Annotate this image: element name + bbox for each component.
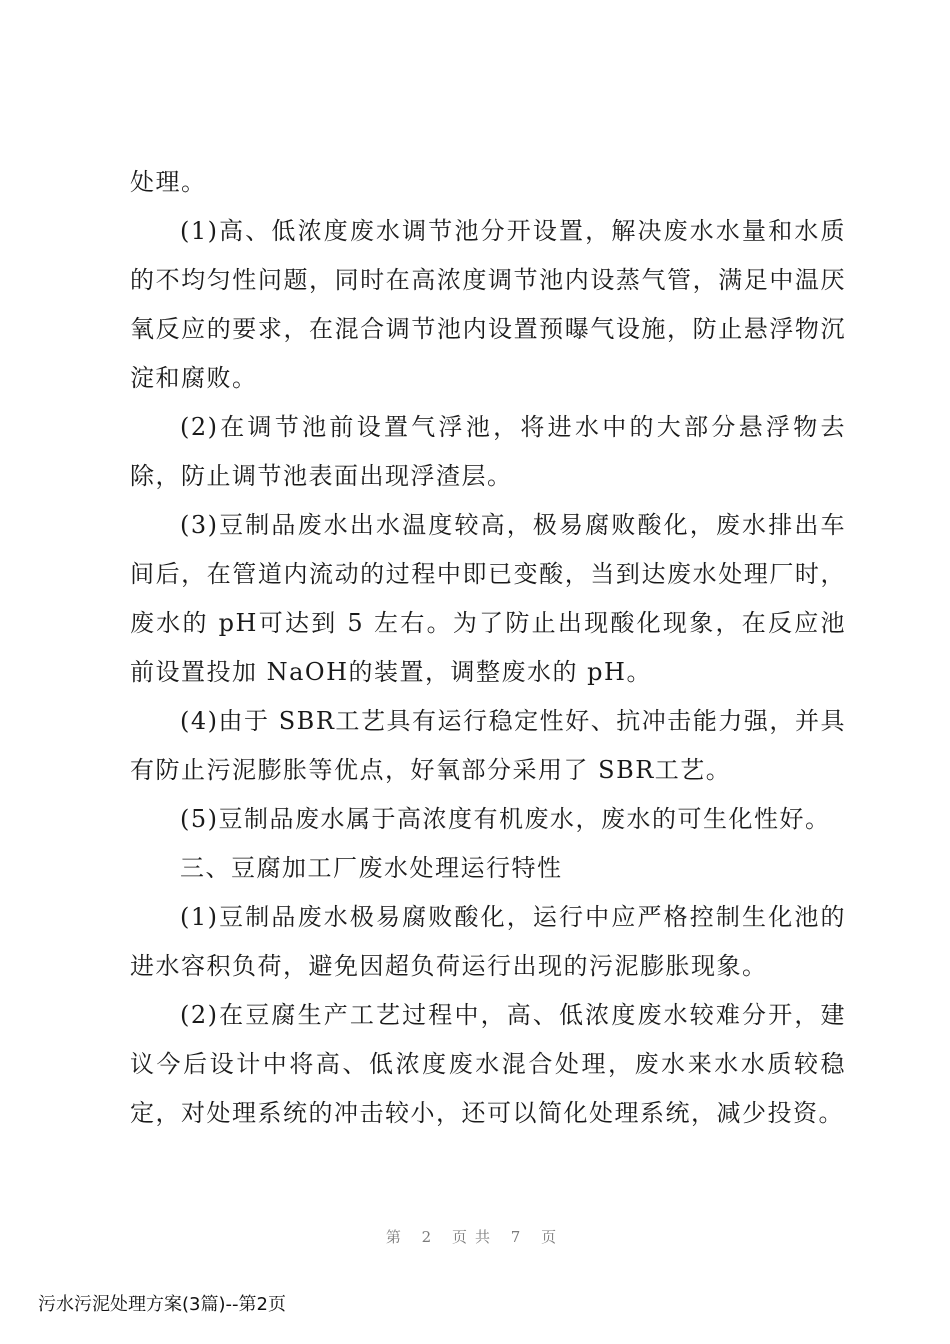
paragraph: (3)豆制品废水出水温度较高，极易腐败酸化，废水排出车间后，在管道内流动的过程中即已变酸，当到达废水处理厂时，废水的 pH可达到 5 左右。为了防止出现酸化现象，在反应池前设置投加 NaOH的装置，调整废水的 pH。 [130, 511, 846, 686]
paragraph: (4)由于 SBR工艺具有运行稳定性好、抗冲击能力强，并具有防止污泥膨胀等优点，好氧部分采用了 SBR工艺。 [130, 707, 846, 784]
paragraph: (1)高、低浓度废水调节池分开设置，解决废水水量和水质的不均匀性问题，同时在高浓度调节池内设蒸气管，满足中温厌氧反应的要求，在混合调节池内设置预曝气设施，防止悬浮物沉淀和腐败。 [130, 217, 846, 392]
paragraph: (5)豆制品废水属于高浓度有机废水，废水的可生化性好。 [180, 805, 831, 833]
paragraph: (2)在调节池前设置气浮池，将进水中的大部分悬浮物去除，防止调节池表面出现浮渣层。 [130, 413, 846, 490]
page-number: 第 2 页共 7 页 [385, 1228, 565, 1246]
paragraph: (2)在豆腐生产工艺过程中，高、低浓度废水较难分开，建议今后设计中将高、低浓度废水混合处理，废水来水水质较稳定，对处理系统的冲击较小，还可以简化处理系统，减少投资。 [130, 1001, 846, 1127]
footer-caption: 污水污泥处理方案(3篇)--第2页 [38, 1294, 286, 1315]
document-body [130, 158, 846, 1138]
paragraph: (1)豆制品废水极易腐败酸化，运行中应严格控制生化池的进水容积负荷，避免因超负荷运行出现的污泥膨胀现象。 [130, 903, 846, 980]
paragraph: 处理。 [130, 168, 207, 196]
section-heading: 三、豆腐加工厂废水处理运行特性 [180, 854, 563, 882]
